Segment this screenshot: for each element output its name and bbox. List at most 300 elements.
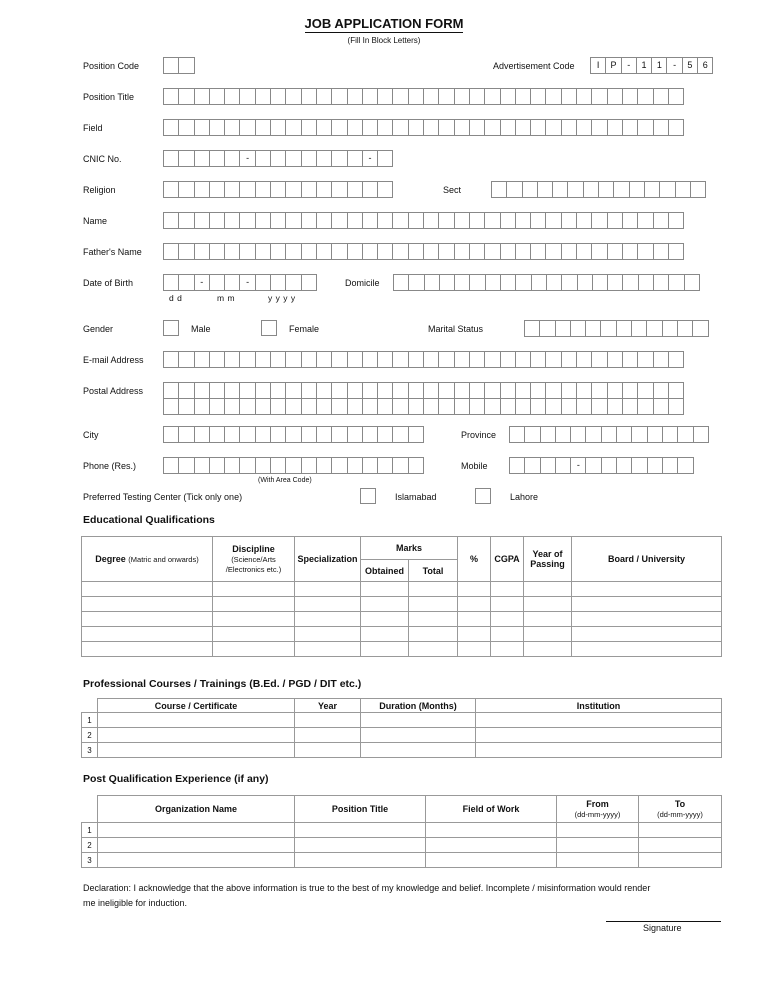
char-box[interactable] xyxy=(613,181,629,198)
char-box[interactable] xyxy=(316,398,332,415)
char-box[interactable] xyxy=(331,243,347,260)
char-box[interactable] xyxy=(393,274,409,291)
char-box[interactable] xyxy=(524,426,540,443)
char-box[interactable] xyxy=(224,398,240,415)
char-box[interactable] xyxy=(622,243,638,260)
char-box[interactable] xyxy=(539,320,555,337)
table-cell[interactable] xyxy=(409,597,458,612)
char-box[interactable] xyxy=(178,243,194,260)
fathers-name-boxes[interactable] xyxy=(163,243,684,260)
char-box[interactable] xyxy=(524,320,540,337)
char-box[interactable] xyxy=(285,382,301,399)
char-box[interactable] xyxy=(408,88,424,105)
table-cell[interactable] xyxy=(557,838,639,853)
char-box[interactable] xyxy=(209,150,225,167)
char-box[interactable] xyxy=(270,243,286,260)
char-box[interactable] xyxy=(377,382,393,399)
table-cell[interactable] xyxy=(213,627,295,642)
islamabad-checkbox[interactable] xyxy=(360,488,376,504)
char-box[interactable] xyxy=(301,150,317,167)
dob-boxes[interactable] xyxy=(163,274,317,291)
char-box[interactable] xyxy=(637,212,653,229)
char-box[interactable] xyxy=(408,274,424,291)
char-box[interactable] xyxy=(347,426,363,443)
table-cell[interactable] xyxy=(361,642,409,657)
char-box[interactable] xyxy=(224,119,240,136)
char-box[interactable] xyxy=(484,119,500,136)
char-box[interactable] xyxy=(209,382,225,399)
char-box[interactable] xyxy=(209,212,225,229)
char-box[interactable] xyxy=(545,351,561,368)
char-box[interactable] xyxy=(347,119,363,136)
char-box[interactable] xyxy=(224,243,240,260)
table-cell[interactable] xyxy=(572,582,722,597)
char-box[interactable] xyxy=(485,274,501,291)
char-box[interactable] xyxy=(255,382,271,399)
char-box[interactable] xyxy=(209,351,225,368)
char-box[interactable] xyxy=(601,426,617,443)
char-box[interactable] xyxy=(347,398,363,415)
char-box[interactable] xyxy=(194,382,210,399)
table-cell[interactable] xyxy=(98,743,295,758)
char-box[interactable] xyxy=(347,181,363,198)
char-box[interactable] xyxy=(347,88,363,105)
char-box[interactable] xyxy=(561,212,577,229)
char-box[interactable] xyxy=(224,150,240,167)
char-box[interactable] xyxy=(239,382,255,399)
char-box[interactable] xyxy=(178,57,194,74)
char-box[interactable] xyxy=(224,426,240,443)
char-box[interactable] xyxy=(438,351,454,368)
table-cell[interactable] xyxy=(361,743,476,758)
table-cell[interactable] xyxy=(491,612,524,627)
char-box[interactable] xyxy=(637,119,653,136)
char-box[interactable] xyxy=(668,243,684,260)
char-box[interactable] xyxy=(194,119,210,136)
char-box[interactable] xyxy=(209,426,225,443)
char-box[interactable] xyxy=(509,457,525,474)
char-box[interactable] xyxy=(408,119,424,136)
char-box[interactable] xyxy=(285,426,301,443)
table-cell[interactable] xyxy=(491,627,524,642)
table-cell[interactable] xyxy=(98,728,295,743)
char-box[interactable] xyxy=(454,243,470,260)
char-box[interactable] xyxy=(270,382,286,399)
char-box[interactable] xyxy=(583,181,599,198)
char-box[interactable] xyxy=(601,457,617,474)
char-box[interactable] xyxy=(631,426,647,443)
char-box[interactable] xyxy=(301,212,317,229)
char-box[interactable] xyxy=(561,382,577,399)
char-box[interactable] xyxy=(423,398,439,415)
male-checkbox[interactable] xyxy=(163,320,179,336)
char-box[interactable] xyxy=(469,243,485,260)
char-box[interactable] xyxy=(591,212,607,229)
char-box[interactable] xyxy=(653,243,669,260)
char-box[interactable] xyxy=(530,119,546,136)
char-box[interactable] xyxy=(637,382,653,399)
char-box[interactable] xyxy=(408,426,424,443)
char-box[interactable] xyxy=(163,150,179,167)
table-cell[interactable] xyxy=(361,597,409,612)
char-box[interactable] xyxy=(545,88,561,105)
char-box[interactable] xyxy=(239,119,255,136)
char-box[interactable] xyxy=(423,119,439,136)
char-box[interactable] xyxy=(316,88,332,105)
table-cell[interactable] xyxy=(458,642,491,657)
char-box[interactable] xyxy=(163,274,179,291)
char-box[interactable] xyxy=(239,181,255,198)
char-box[interactable] xyxy=(653,212,669,229)
char-box[interactable] xyxy=(347,150,363,167)
char-box[interactable] xyxy=(570,426,586,443)
char-box[interactable] xyxy=(194,457,210,474)
char-box[interactable] xyxy=(515,382,531,399)
table-cell[interactable] xyxy=(213,642,295,657)
table-cell[interactable] xyxy=(295,823,426,838)
char-box[interactable] xyxy=(500,243,516,260)
char-box[interactable] xyxy=(209,243,225,260)
char-box[interactable] xyxy=(408,351,424,368)
char-box[interactable] xyxy=(224,274,240,291)
table-cell[interactable] xyxy=(458,612,491,627)
char-box[interactable] xyxy=(163,243,179,260)
char-box[interactable] xyxy=(194,398,210,415)
char-box[interactable] xyxy=(552,181,568,198)
char-box[interactable] xyxy=(637,243,653,260)
char-box[interactable] xyxy=(331,398,347,415)
char-box[interactable] xyxy=(668,212,684,229)
table-cell[interactable] xyxy=(572,597,722,612)
char-box[interactable] xyxy=(285,150,301,167)
char-box[interactable] xyxy=(301,351,317,368)
char-box[interactable] xyxy=(454,351,470,368)
char-box[interactable] xyxy=(500,382,516,399)
table-cell[interactable] xyxy=(426,838,557,853)
char-box[interactable] xyxy=(178,398,194,415)
char-box[interactable] xyxy=(646,320,662,337)
table-cell[interactable] xyxy=(639,838,722,853)
char-box[interactable] xyxy=(209,181,225,198)
char-box[interactable] xyxy=(629,181,645,198)
char-box[interactable] xyxy=(530,212,546,229)
char-box[interactable] xyxy=(377,119,393,136)
char-box[interactable] xyxy=(377,212,393,229)
table-cell[interactable] xyxy=(572,642,722,657)
table-cell[interactable] xyxy=(524,627,572,642)
char-box[interactable] xyxy=(454,88,470,105)
char-box[interactable] xyxy=(647,457,663,474)
name-boxes[interactable] xyxy=(163,212,684,229)
char-box[interactable] xyxy=(392,426,408,443)
char-box[interactable] xyxy=(178,351,194,368)
char-box[interactable] xyxy=(668,382,684,399)
char-box[interactable] xyxy=(653,351,669,368)
char-box[interactable] xyxy=(178,119,194,136)
char-box[interactable] xyxy=(484,382,500,399)
char-box[interactable] xyxy=(585,457,601,474)
char-box[interactable] xyxy=(301,243,317,260)
char-box[interactable] xyxy=(647,426,663,443)
char-box[interactable] xyxy=(515,274,531,291)
char-box[interactable] xyxy=(644,181,660,198)
char-box[interactable] xyxy=(637,398,653,415)
char-box[interactable] xyxy=(377,426,393,443)
char-box[interactable] xyxy=(500,398,516,415)
char-box[interactable] xyxy=(454,382,470,399)
char-box[interactable] xyxy=(692,320,708,337)
table-cell[interactable] xyxy=(361,728,476,743)
char-box[interactable] xyxy=(484,243,500,260)
char-box[interactable] xyxy=(545,382,561,399)
char-box[interactable] xyxy=(301,457,317,474)
char-box[interactable] xyxy=(239,398,255,415)
char-box[interactable] xyxy=(408,243,424,260)
char-box[interactable] xyxy=(301,119,317,136)
char-box[interactable] xyxy=(163,382,179,399)
char-box[interactable] xyxy=(224,181,240,198)
char-box[interactable] xyxy=(607,88,623,105)
char-box[interactable] xyxy=(270,457,286,474)
char-box[interactable] xyxy=(515,351,531,368)
char-box[interactable] xyxy=(622,398,638,415)
char-box[interactable] xyxy=(362,181,378,198)
char-box[interactable] xyxy=(576,119,592,136)
char-box[interactable] xyxy=(607,398,623,415)
sect-boxes[interactable] xyxy=(491,181,706,198)
char-box[interactable] xyxy=(469,274,485,291)
char-box[interactable] xyxy=(392,88,408,105)
char-box[interactable] xyxy=(347,212,363,229)
char-box[interactable] xyxy=(591,382,607,399)
char-box[interactable] xyxy=(408,457,424,474)
char-box[interactable] xyxy=(423,351,439,368)
char-box[interactable] xyxy=(545,212,561,229)
char-box[interactable] xyxy=(616,320,632,337)
char-box[interactable] xyxy=(285,398,301,415)
char-box[interactable] xyxy=(607,274,623,291)
char-box[interactable] xyxy=(600,320,616,337)
char-box[interactable] xyxy=(616,426,632,443)
table-cell[interactable] xyxy=(491,642,524,657)
char-box[interactable] xyxy=(668,398,684,415)
char-box[interactable] xyxy=(408,398,424,415)
char-box[interactable] xyxy=(530,351,546,368)
table-cell[interactable] xyxy=(295,713,361,728)
char-box[interactable] xyxy=(270,181,286,198)
char-box[interactable] xyxy=(163,212,179,229)
char-box[interactable] xyxy=(484,88,500,105)
char-box[interactable] xyxy=(194,88,210,105)
char-box[interactable] xyxy=(209,119,225,136)
char-box[interactable] xyxy=(515,243,531,260)
char-box[interactable] xyxy=(622,88,638,105)
char-box[interactable] xyxy=(454,274,470,291)
table-cell[interactable] xyxy=(98,853,295,868)
char-box[interactable] xyxy=(285,351,301,368)
char-box[interactable] xyxy=(438,212,454,229)
char-box[interactable] xyxy=(491,181,507,198)
char-box[interactable] xyxy=(163,119,179,136)
char-box[interactable] xyxy=(567,181,583,198)
char-box[interactable] xyxy=(515,119,531,136)
char-box[interactable] xyxy=(555,426,571,443)
char-box[interactable] xyxy=(209,398,225,415)
char-box[interactable] xyxy=(540,426,556,443)
char-box[interactable] xyxy=(637,88,653,105)
char-box[interactable] xyxy=(194,426,210,443)
char-box[interactable] xyxy=(662,426,678,443)
char-box[interactable] xyxy=(545,119,561,136)
char-box[interactable] xyxy=(392,119,408,136)
char-box[interactable] xyxy=(392,398,408,415)
char-box[interactable] xyxy=(255,426,271,443)
field-boxes[interactable] xyxy=(163,119,684,136)
char-box[interactable] xyxy=(163,57,179,74)
char-box[interactable] xyxy=(194,243,210,260)
char-box[interactable] xyxy=(591,351,607,368)
char-box[interactable] xyxy=(684,274,700,291)
char-box[interactable] xyxy=(178,426,194,443)
char-box[interactable] xyxy=(362,398,378,415)
char-box[interactable] xyxy=(454,398,470,415)
domicile-boxes[interactable] xyxy=(393,274,700,291)
char-box[interactable] xyxy=(255,88,271,105)
char-box[interactable] xyxy=(570,320,586,337)
char-box[interactable] xyxy=(423,382,439,399)
char-box[interactable] xyxy=(423,88,439,105)
char-box[interactable] xyxy=(331,181,347,198)
char-box[interactable] xyxy=(377,398,393,415)
char-box[interactable] xyxy=(316,382,332,399)
char-box[interactable] xyxy=(438,119,454,136)
char-box[interactable] xyxy=(439,274,455,291)
char-box[interactable] xyxy=(653,274,669,291)
char-box[interactable] xyxy=(585,320,601,337)
postal-address-boxes-2[interactable] xyxy=(163,398,684,415)
char-box[interactable] xyxy=(362,457,378,474)
char-box[interactable] xyxy=(194,150,210,167)
char-box[interactable] xyxy=(316,212,332,229)
table-cell[interactable] xyxy=(82,582,213,597)
char-box[interactable] xyxy=(530,88,546,105)
char-box[interactable] xyxy=(178,88,194,105)
char-box[interactable] xyxy=(316,181,332,198)
char-box[interactable] xyxy=(653,119,669,136)
char-box[interactable] xyxy=(545,243,561,260)
table-cell[interactable] xyxy=(295,582,361,597)
char-box[interactable] xyxy=(484,398,500,415)
char-box[interactable] xyxy=(163,351,179,368)
char-box[interactable] xyxy=(209,88,225,105)
char-box[interactable] xyxy=(662,320,678,337)
char-box[interactable] xyxy=(469,351,485,368)
char-box[interactable] xyxy=(224,457,240,474)
char-box[interactable] xyxy=(607,382,623,399)
table-cell[interactable] xyxy=(98,838,295,853)
char-box[interactable] xyxy=(509,426,525,443)
char-box[interactable] xyxy=(255,212,271,229)
char-box[interactable] xyxy=(592,274,608,291)
table-cell[interactable] xyxy=(426,823,557,838)
char-box[interactable] xyxy=(515,88,531,105)
table-cell[interactable] xyxy=(82,597,213,612)
table-cell[interactable] xyxy=(295,597,361,612)
table-cell[interactable] xyxy=(524,597,572,612)
char-box[interactable] xyxy=(239,426,255,443)
char-box[interactable] xyxy=(576,382,592,399)
table-cell[interactable] xyxy=(476,713,722,728)
char-box[interactable] xyxy=(677,426,693,443)
char-box[interactable] xyxy=(677,457,693,474)
char-box[interactable] xyxy=(469,119,485,136)
marital-status-boxes[interactable] xyxy=(524,320,709,337)
char-box[interactable] xyxy=(255,181,271,198)
char-box[interactable] xyxy=(347,243,363,260)
char-box[interactable] xyxy=(561,119,577,136)
table-cell[interactable] xyxy=(476,728,722,743)
char-box[interactable] xyxy=(285,243,301,260)
table-cell[interactable] xyxy=(524,582,572,597)
table-cell[interactable] xyxy=(82,612,213,627)
char-box[interactable] xyxy=(163,398,179,415)
phone-boxes[interactable] xyxy=(163,457,424,474)
char-box[interactable] xyxy=(675,181,691,198)
char-box[interactable] xyxy=(662,457,678,474)
char-box[interactable] xyxy=(555,320,571,337)
char-box[interactable] xyxy=(576,351,592,368)
table-cell[interactable] xyxy=(557,823,639,838)
char-box[interactable] xyxy=(316,457,332,474)
char-box[interactable] xyxy=(576,243,592,260)
female-checkbox[interactable] xyxy=(261,320,277,336)
char-box[interactable] xyxy=(438,243,454,260)
char-box[interactable] xyxy=(239,212,255,229)
char-box[interactable] xyxy=(377,88,393,105)
char-box[interactable] xyxy=(377,181,393,198)
char-box[interactable] xyxy=(454,212,470,229)
table-cell[interactable] xyxy=(295,838,426,853)
postal-address-boxes-1[interactable] xyxy=(163,382,684,399)
char-box[interactable] xyxy=(423,243,439,260)
table-cell[interactable] xyxy=(98,823,295,838)
char-box[interactable] xyxy=(469,88,485,105)
char-box[interactable] xyxy=(392,351,408,368)
table-cell[interactable] xyxy=(476,743,722,758)
char-box[interactable] xyxy=(693,426,709,443)
char-box[interactable] xyxy=(301,398,317,415)
char-box[interactable] xyxy=(653,382,669,399)
char-box[interactable] xyxy=(454,119,470,136)
char-box[interactable] xyxy=(515,398,531,415)
table-cell[interactable] xyxy=(82,627,213,642)
char-box[interactable] xyxy=(362,88,378,105)
char-box[interactable] xyxy=(576,398,592,415)
table-cell[interactable] xyxy=(295,853,426,868)
char-box[interactable] xyxy=(362,243,378,260)
char-box[interactable] xyxy=(622,351,638,368)
char-box[interactable] xyxy=(392,382,408,399)
char-box[interactable] xyxy=(331,351,347,368)
table-cell[interactable] xyxy=(524,612,572,627)
char-box[interactable] xyxy=(255,274,271,291)
char-box[interactable] xyxy=(209,274,225,291)
table-cell[interactable] xyxy=(295,728,361,743)
char-box[interactable] xyxy=(607,351,623,368)
char-box[interactable] xyxy=(347,457,363,474)
char-box[interactable] xyxy=(631,320,647,337)
char-box[interactable] xyxy=(239,88,255,105)
